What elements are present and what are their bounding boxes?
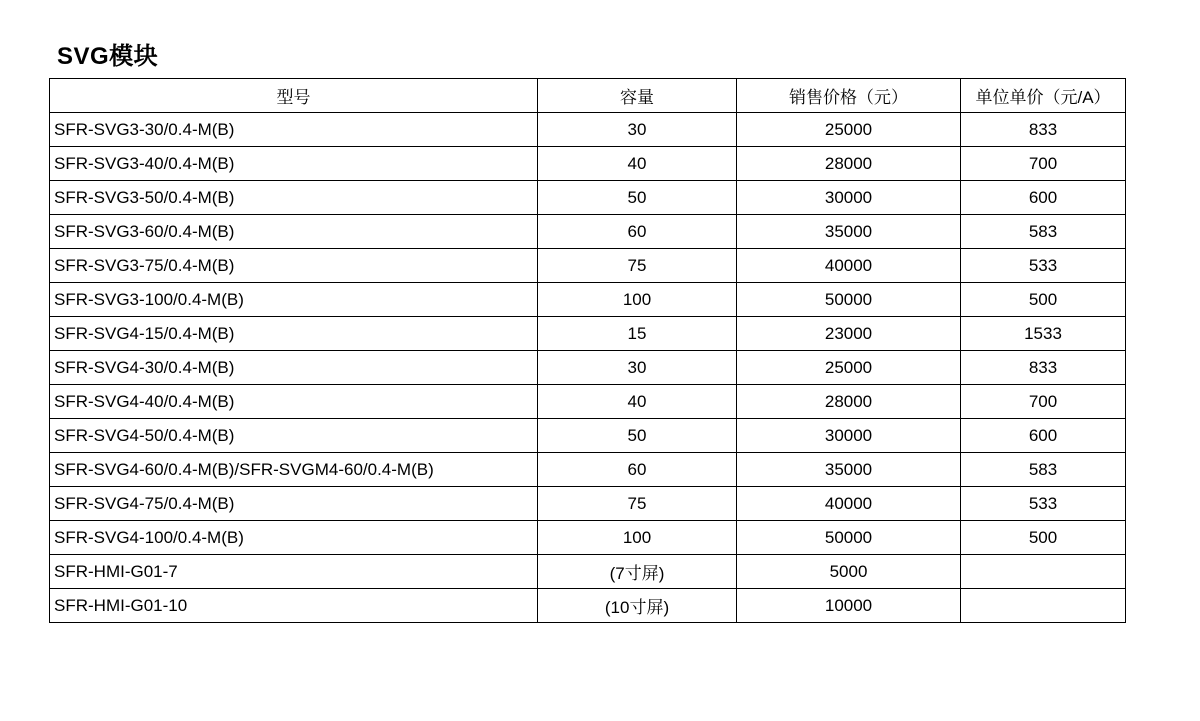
price-cell: 25000 — [737, 351, 961, 385]
price-table — [49, 78, 1126, 623]
table-row — [50, 521, 1126, 555]
model-cell: SFR-SVG3-30/0.4-M(B) — [50, 113, 538, 147]
table-row — [50, 453, 1126, 487]
capacity-cell: 15 — [538, 317, 737, 351]
capacity-cell: 60 — [538, 215, 737, 249]
capacity-cell: 100 — [538, 283, 737, 317]
table-row — [50, 385, 1126, 419]
price-cell: 30000 — [737, 181, 961, 215]
capacity-cell: 40 — [538, 147, 737, 181]
model-cell: SFR-SVG3-60/0.4-M(B) — [50, 215, 538, 249]
table-row — [50, 181, 1126, 215]
model-cell: SFR-SVG4-60/0.4-M(B)/SFR-SVGM4-60/0.4-M(B) — [50, 453, 538, 487]
page-title: SVG模块 — [57, 43, 159, 70]
unit-price-cell: 1533 — [961, 317, 1126, 351]
unit-price-cell: 833 — [961, 113, 1126, 147]
model-cell: SFR-SVG3-100/0.4-M(B) — [50, 283, 538, 317]
model-cell: SFR-SVG4-50/0.4-M(B) — [50, 419, 538, 453]
column-header-unit-price: 单位单价（元/A） — [961, 79, 1126, 113]
table-row — [50, 555, 1126, 589]
unit-price-cell: 533 — [961, 249, 1126, 283]
price-cell: 40000 — [737, 249, 961, 283]
price-cell: 5000 — [737, 555, 961, 589]
table-row — [50, 419, 1126, 453]
capacity-cell: 75 — [538, 487, 737, 521]
model-cell: SFR-SVG3-50/0.4-M(B) — [50, 181, 538, 215]
unit-price-cell: 600 — [961, 181, 1126, 215]
unit-price-cell — [961, 555, 1126, 589]
capacity-cell: 100 — [538, 521, 737, 555]
unit-price-cell: 583 — [961, 453, 1126, 487]
price-cell: 28000 — [737, 385, 961, 419]
model-cell: SFR-HMI-G01-10 — [50, 589, 538, 623]
model-cell: SFR-SVG3-75/0.4-M(B) — [50, 249, 538, 283]
unit-price-cell: 500 — [961, 283, 1126, 317]
column-header-model: 型号 — [50, 79, 538, 113]
header-row — [50, 79, 1126, 113]
table-row — [50, 283, 1126, 317]
table-body — [50, 113, 1126, 623]
unit-price-cell: 533 — [961, 487, 1126, 521]
table-row — [50, 351, 1126, 385]
capacity-cell: (7寸屏) — [538, 555, 737, 589]
unit-price-cell: 600 — [961, 419, 1126, 453]
capacity-cell: 30 — [538, 351, 737, 385]
price-cell: 35000 — [737, 453, 961, 487]
price-cell: 50000 — [737, 521, 961, 555]
capacity-cell: (10寸屏) — [538, 589, 737, 623]
model-cell: SFR-SVG3-40/0.4-M(B) — [50, 147, 538, 181]
price-cell: 50000 — [737, 283, 961, 317]
capacity-cell: 75 — [538, 249, 737, 283]
model-cell: SFR-HMI-G01-7 — [50, 555, 538, 589]
price-cell: 23000 — [737, 317, 961, 351]
price-cell: 28000 — [737, 147, 961, 181]
price-cell: 35000 — [737, 215, 961, 249]
table-row — [50, 147, 1126, 181]
table-row — [50, 249, 1126, 283]
model-cell: SFR-SVG4-100/0.4-M(B) — [50, 521, 538, 555]
unit-price-cell: 500 — [961, 521, 1126, 555]
table-row — [50, 113, 1126, 147]
model-cell: SFR-SVG4-30/0.4-M(B) — [50, 351, 538, 385]
price-cell: 40000 — [737, 487, 961, 521]
unit-price-cell: 700 — [961, 147, 1126, 181]
unit-price-cell — [961, 589, 1126, 623]
price-cell: 25000 — [737, 113, 961, 147]
capacity-cell: 50 — [538, 181, 737, 215]
unit-price-cell: 700 — [961, 385, 1126, 419]
model-cell: SFR-SVG4-75/0.4-M(B) — [50, 487, 538, 521]
price-cell: 30000 — [737, 419, 961, 453]
capacity-cell: 30 — [538, 113, 737, 147]
table-header — [50, 79, 1126, 113]
capacity-cell: 40 — [538, 385, 737, 419]
model-cell: SFR-SVG4-15/0.4-M(B) — [50, 317, 538, 351]
capacity-cell: 50 — [538, 419, 737, 453]
capacity-cell: 60 — [538, 453, 737, 487]
column-header-capacity: 容量 — [538, 79, 737, 113]
unit-price-cell: 833 — [961, 351, 1126, 385]
table-row — [50, 317, 1126, 351]
table-row — [50, 487, 1126, 521]
table-row — [50, 589, 1126, 623]
model-cell: SFR-SVG4-40/0.4-M(B) — [50, 385, 538, 419]
unit-price-cell: 583 — [961, 215, 1126, 249]
table-row — [50, 215, 1126, 249]
column-header-price: 销售价格（元） — [737, 79, 961, 113]
price-cell: 10000 — [737, 589, 961, 623]
